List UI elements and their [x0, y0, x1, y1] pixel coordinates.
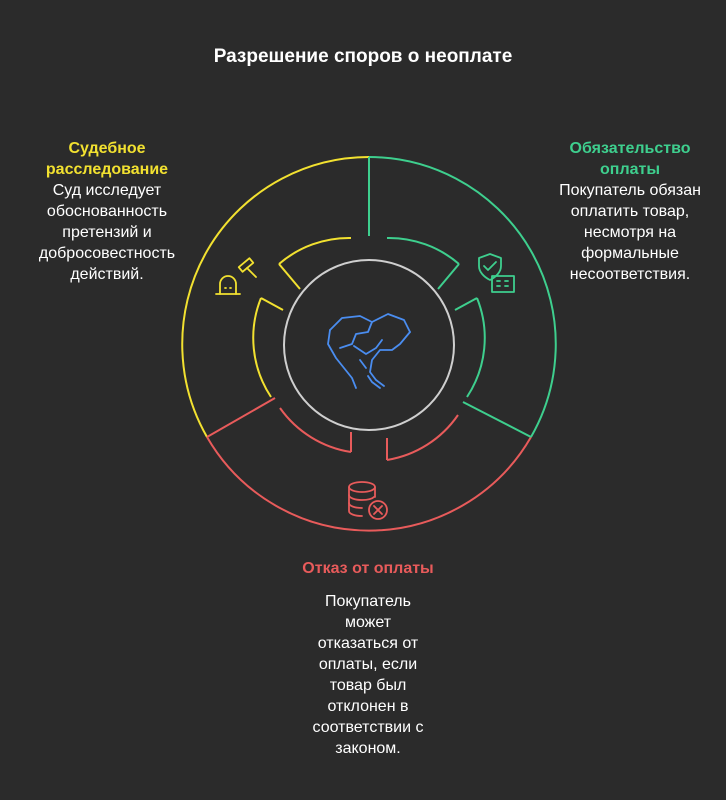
inner-cap-obligation	[438, 264, 459, 289]
obligation-heading: Обязательство оплаты	[569, 140, 691, 178]
inner-arc-obligation	[387, 238, 459, 264]
obligation-description: Покупатель обязан оплатить товар, несмотря на формальные несоответствия.	[559, 182, 701, 283]
inner-arc-judicial	[279, 238, 351, 264]
database-cancel-icon	[349, 482, 387, 519]
inner-arc-obligation-2	[467, 298, 485, 397]
outer-arc-judicial	[182, 157, 369, 437]
judge-gavel-icon	[216, 258, 256, 294]
divider-right	[463, 402, 531, 437]
refusal-description: Покупатель может отказаться от оплаты, если товар был отклонен в соответствии с законом.	[312, 593, 424, 757]
inner-cap-obligation-2	[455, 298, 477, 310]
outer-arc-obligation	[369, 157, 556, 437]
inner-arc-refusal-right	[387, 415, 458, 460]
inner-cap-judicial-2	[261, 298, 283, 310]
refusal-heading: Отказ от оплаты	[302, 560, 434, 577]
shield-check-building-icon	[479, 254, 514, 292]
inner-arc-refusal-left	[280, 408, 351, 452]
center-circle	[284, 260, 454, 430]
inner-arc-judicial-2	[253, 298, 271, 397]
diagram-title: Разрешение споров о неоплате	[213, 46, 513, 67]
divider-left	[207, 398, 275, 437]
judicial-heading: Судебное расследование	[45, 140, 169, 178]
judicial-description: Суд исследует обоснованность претензий и добросовестность действий.	[38, 182, 176, 283]
handshake-icon	[328, 314, 410, 388]
inner-cap-judicial	[279, 264, 300, 289]
outer-arc-refusal	[207, 437, 531, 531]
